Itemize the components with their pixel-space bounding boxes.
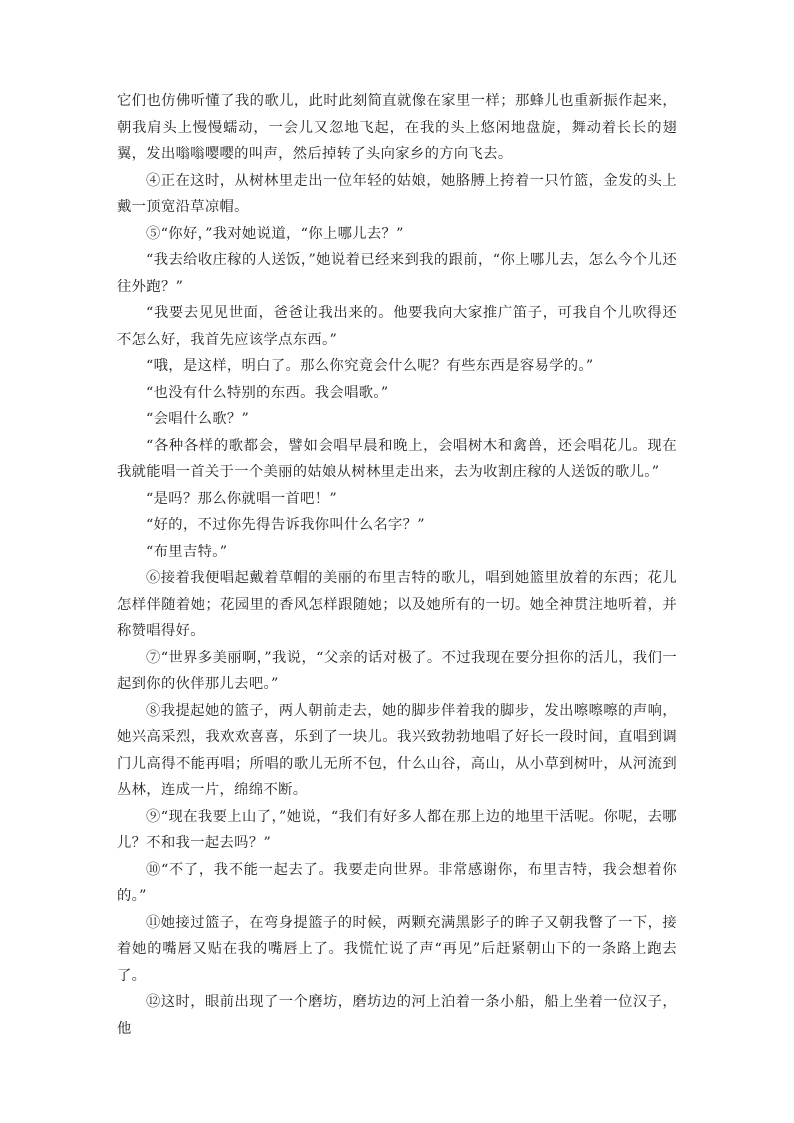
paragraph-9: ⑨“现在我要上山了，”她说，“我们有好多人都在那上边的地里干活呢。你呢，去哪儿？不和我一起去吗？” <box>117 808 677 851</box>
paragraph-7: ⑦“世界多美丽啊，”我说，“父亲的话对极了。不过我现在要分担你的活儿，我们一起到你的伙伴那儿去吧。” <box>117 649 677 692</box>
dialogue-line: “布里吉特。” <box>146 543 228 560</box>
dialogue-line: “各种各样的歌都会，譬如会唱早晨和晚上，会唱树木和禽兽，还会唱花儿。现在我就能唱一首关于一个美丽的姑娘从树林里走出来，去为收割庄稼的人送饭的歌儿。” <box>117 437 677 480</box>
dialogue-line: “是吗？那么你就唱一首吧！” <box>146 490 338 507</box>
paragraph-6: ⑥接着我便唱起戴着草帽的美丽的布里吉特的歌儿，唱到她篮里放着的东西；花儿怎样伴随着她；花园里的香风怎样跟随她；以及她所有的一切。她全神贯注地听着，并称赞唱得好。 <box>117 570 677 639</box>
paragraph-8: ⑧我提起她的篮子，两人朝前走去，她的脚步伴着我的脚步，发出嚓嚓嚓的声响，她兴高采烈，我欢欢喜喜，乐到了一块儿。我兴致勃勃地唱了好长一段时间，直唱到调门儿高得不能再唱；所唱的歌儿无所不包，什么山谷，高山，从小草到树叶，从河流到丛林，连成一片，绵绵不断。 <box>117 702 677 798</box>
dialogue-line: “我去给收庄稼的人送饭，”她说着已经来到我的跟前，“你上哪儿去，怎么今个儿还往外跑？” <box>117 252 677 295</box>
paragraph-continuation: 它们也仿佛听懂了我的歌儿，此时此刻简直就像在家里一样；那蜂儿也重新振作起来，朝我肩头上慢慢蠕动，一会儿又忽地飞起，在我的头上悠闲地盘旋，舞动着长长的翅翼，发出嗡嗡嘤嘤的叫声，然后掉转了头向家乡的方向飞去。 <box>117 93 677 162</box>
paragraph-10: ⑩“不了，我不能一起去了。我要走向世界。非常感谢你，布里吉特，我会想着你的。” <box>117 861 677 904</box>
paragraph-4: ④正在这时，从树林里走出一位年轻的姑娘，她胳膊上挎着一只竹篮，金发的头上戴一顶宽沿草凉帽。 <box>117 172 677 215</box>
dialogue-line: “哦，是这样，明白了。那么你究竟会什么呢？有些东西是容易学的。” <box>146 358 594 374</box>
dialogue-line: “好的，不过你先得告诉我你叫什么名字？” <box>146 517 425 533</box>
paragraph-5: ⑤“你好，”我对她说道，“你上哪儿去？” <box>146 225 404 242</box>
dialogue-line: “也没有什么特别的东西。我会唱歌。” <box>146 384 389 401</box>
dialogue-line: “会唱什么歌？” <box>146 411 250 427</box>
dialogue-line: “我要去见见世面，爸爸让我出来的。他要我向大家推广笛子，可我自个儿吹得还不怎么好，我首先应该学点东西。” <box>117 305 677 348</box>
paragraph-12: ⑫这时，眼前出现了一个磨坊，磨坊边的河上泊着一条小船，船上坐着一位汉子，他 <box>117 994 677 1037</box>
document-body <box>117 88 677 1042</box>
paragraph-11: ⑪她接过篮子，在弯身提篮子的时候，两颗充满黑影子的眸子又朝我瞥了一下，接着她的嘴唇又贴在我的嘴唇上了。我慌忙说了声“再见”后赶紧朝山下的一条路上跑去了。 <box>117 914 677 984</box>
